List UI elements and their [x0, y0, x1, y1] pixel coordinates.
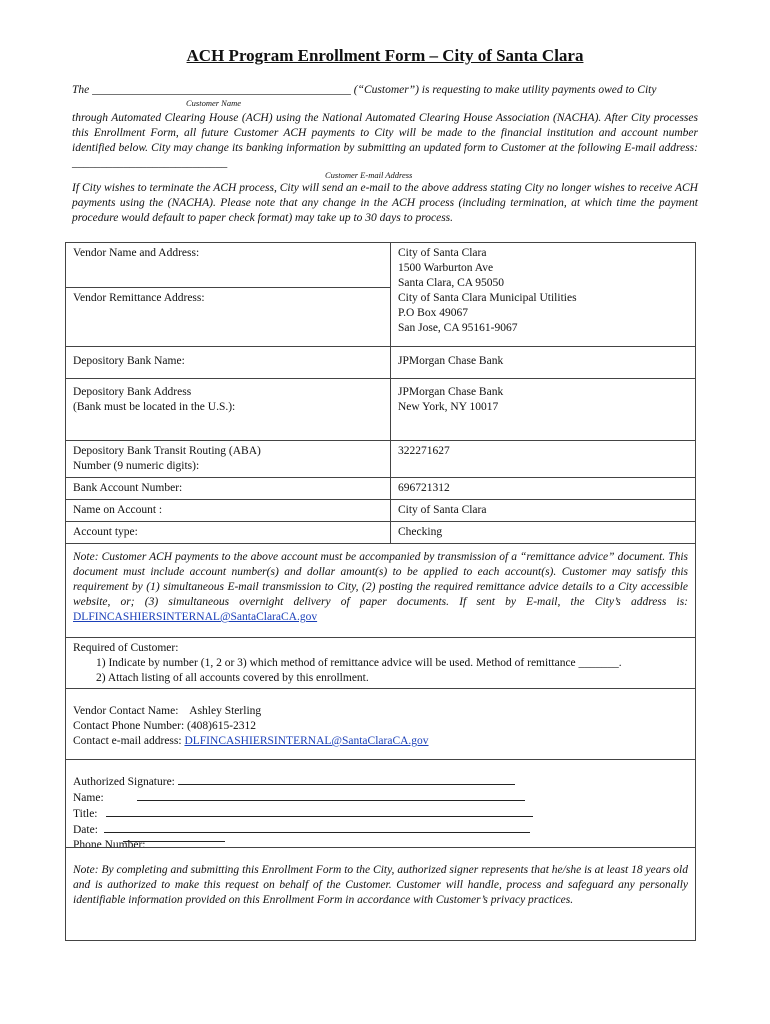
signer-title-field[interactable] — [106, 806, 533, 817]
signature-field[interactable] — [178, 774, 515, 785]
bank-address-note: (Bank must be located in the U.S.): — [73, 401, 236, 413]
signature-box — [65, 759, 696, 851]
required-heading: Required of Customer: — [73, 642, 179, 654]
required-item-1: 1) Indicate by number (1, 2 or 3) which method of remittance advice will be used. Method of remittance _______. — [96, 657, 622, 669]
signer-title-label: Title: — [73, 808, 98, 820]
intro-the: The — [72, 84, 90, 96]
routing-value: 322271627 — [391, 441, 696, 478]
remit-box-line: P.O Box 49067 — [398, 307, 468, 319]
table-row — [66, 500, 696, 522]
routing-label: Depository Bank Transit Routing (ABA) — [73, 445, 261, 457]
bank-address-line-1: JPMorgan Chase Bank — [398, 386, 504, 398]
contact-box — [65, 688, 696, 760]
bank-address-label-cell — [66, 379, 391, 441]
bank-address-label: Depository Bank Address — [73, 386, 192, 398]
routing-note: Number (9 numeric digits): — [73, 460, 200, 472]
vendor-address-cell — [391, 243, 696, 347]
vendor-street-line: 1500 Warburton Ave — [398, 262, 494, 274]
contact-name-row — [73, 704, 688, 719]
contact-phone-value: (408)615-2312 — [187, 720, 257, 732]
remittance-note-box — [65, 543, 696, 638]
divider — [695, 758, 696, 774]
bank-address-cell — [391, 379, 696, 441]
contact-email-label: Contact e-mail address: — [73, 735, 182, 747]
phone-label: Phone Number: — [73, 839, 146, 851]
signer-name-label: Name: — [73, 792, 104, 804]
signature-row — [73, 774, 688, 790]
customer-name-field[interactable]: _____________________________________________ — [92, 84, 351, 96]
contact-name-label: Vendor Contact Name: — [73, 705, 179, 717]
remit-city-line: San Jose, CA 95161-9067 — [398, 322, 518, 334]
title-row — [73, 806, 688, 822]
account-type-label: Account type: — [66, 522, 391, 544]
account-type-value: Checking — [391, 522, 696, 544]
table-row — [66, 379, 696, 441]
remittance-note-text: Note: Customer ACH payments to the above account must be accompanied by transmission of a “remittance advice” document. This document must include account number(s) and dollar amount(s) to be applied to each account(s). Customer may satisfy this requirement by (1) simultaneous E-mail transmission to City, (2) posting the required remittance advice details to a City accessible website, or; (3) simultaneous overnight delivery of paper documents. If sent by E-mail, the City’s address is: — [73, 551, 688, 608]
table-row — [66, 478, 696, 500]
form-title: ACH Program Enrollment Form – City of Santa Clara — [186, 46, 584, 65]
bank-address-line-2: New York, NY 10017 — [398, 401, 499, 413]
city-email-link[interactable]: DLFINCASHIERSINTERNAL@SantaClaraCA.gov — [73, 611, 318, 623]
vendor-name-label: Vendor Name and Address: — [66, 243, 391, 288]
contact-phone-row — [73, 719, 688, 734]
contact-name-value: Ashley Sterling — [189, 705, 262, 717]
signer-name-field[interactable] — [137, 790, 525, 801]
table-row — [66, 347, 696, 379]
vendor-name-line: City of Santa Clara — [398, 247, 487, 259]
bank-name-value: JPMorgan Chase Bank — [391, 347, 696, 379]
name-on-account-value: City of Santa Clara — [391, 500, 696, 522]
customer-email-label: Customer E-mail Address — [325, 170, 413, 180]
date-row — [73, 822, 688, 838]
intro-customer-requesting: (“Customer”) is requesting to make utility payments owed to City — [353, 84, 657, 96]
remittance-label: Vendor Remittance Address: — [66, 288, 391, 347]
terminate-paragraph: If City wishes to terminate the ACH process, City will send an e-mail to the above address stating City no longer wishes to receive ACH payments using the (NACHA). Please note that any change in the ACH process (including termination, at which time the payment procedure would default to paper check format) may take up to 30 days to process. — [72, 182, 698, 224]
table-row — [66, 243, 696, 288]
required-item-2: 2) Attach listing of all accounts covered by this enrollment. — [96, 672, 369, 684]
contact-email-row — [73, 734, 688, 749]
intro-body: through Automated Clearing House (ACH) using the National Automated Clearing House Association (NACHA). After City processes this Enrollment Form, all future Customer ACH payments to City will be made to the financial institution and account number identified below. City may change its banking information by submitting an updated form to Customer at the following E-mail address: ___________________________ — [72, 112, 698, 169]
name-row — [73, 790, 688, 806]
intro-first-line — [72, 83, 702, 98]
signature-label: Authorized Signature: — [73, 776, 175, 788]
account-number-label: Bank Account Number: — [66, 478, 391, 500]
bank-name-label: Depository Bank Name: — [66, 347, 391, 379]
signer-note-box: Note: By completing and submitting this Enrollment Form to the City, authorized signer represents that he/she is at least 18 years old and is authorized to make this request on behalf of the Customer. Customer will handle, process and safeguard any personally identifiable information provided on this Enrollment Form in accordance with Customer’s privacy practices. — [65, 847, 696, 941]
phone-field[interactable] — [123, 841, 225, 842]
routing-label-cell — [66, 441, 391, 478]
contact-phone-label: Contact Phone Number: — [73, 720, 185, 732]
date-field[interactable] — [104, 822, 530, 833]
table-row — [66, 522, 696, 544]
required-box — [65, 637, 696, 689]
account-number-value: 696721312 — [391, 478, 696, 500]
remit-name-line: City of Santa Clara Municipal Utilities — [398, 292, 577, 304]
vendor-city-line: Santa Clara, CA 95050 — [398, 277, 505, 289]
name-on-account-label: Name on Account : — [66, 500, 391, 522]
customer-name-label: Customer Name — [186, 98, 242, 108]
contact-email-link[interactable]: DLFINCASHIERSINTERNAL@SantaClaraCA.gov — [184, 735, 429, 747]
table-row — [66, 441, 696, 478]
bank-info-table — [65, 242, 696, 544]
date-label: Date: — [73, 824, 98, 836]
